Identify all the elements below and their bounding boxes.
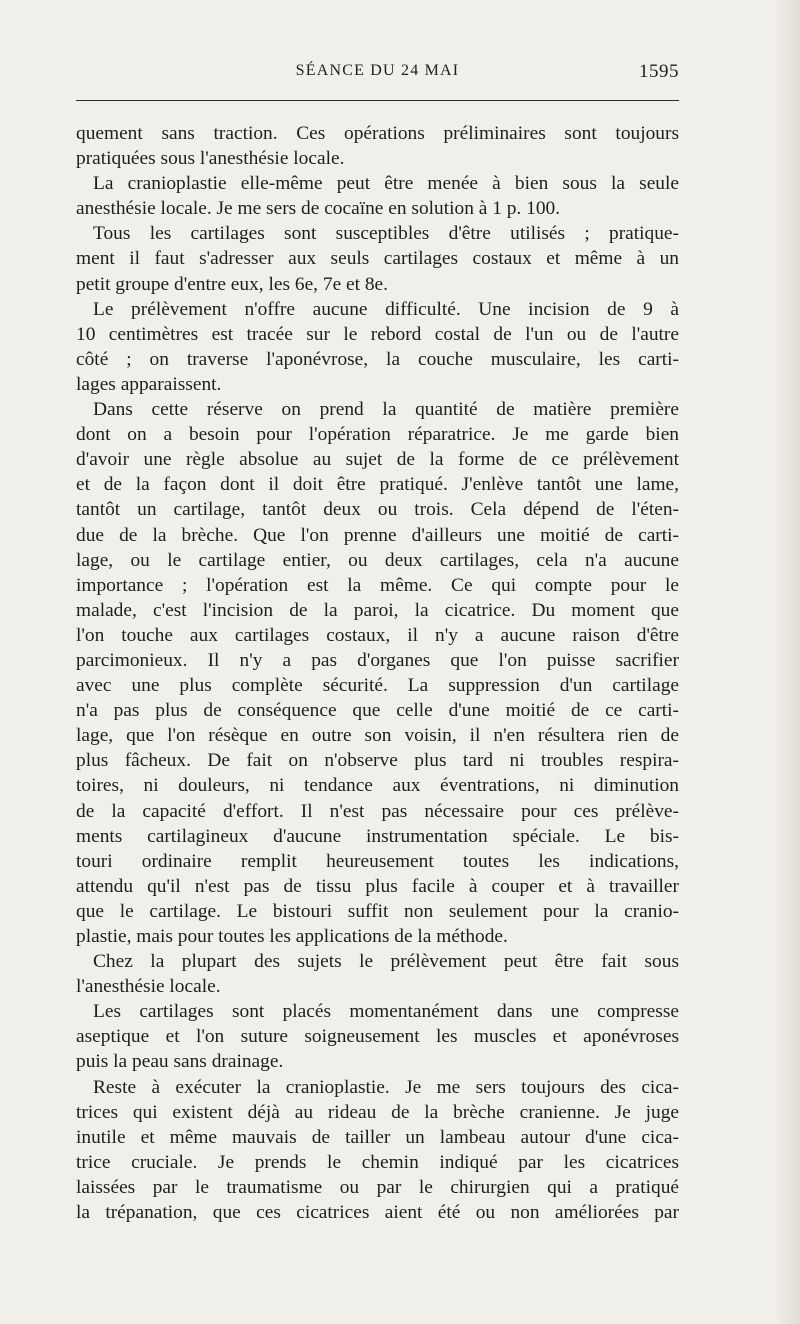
- text-line: anesthésie locale. Je me sers de cocaïne en solution à 1 p. 100.: [76, 198, 561, 220]
- text-line: ments cartilagineux d'aucune instrumentation spéciale. Le bis-: [76, 825, 679, 847]
- text-line: due de la brèche. Que l'on prenne d'ailleurs une moitié de carti-: [76, 524, 679, 546]
- text-line: tantôt un cartilage, tantôt deux ou trois. Cela dépend de l'éten-: [76, 499, 679, 521]
- text-line: plastie, mais pour toutes les applications de la méthode.: [76, 926, 508, 947]
- body-text: [76, 121, 679, 1225]
- text-line: n'a pas plus de conséquence que celle d'une moitié de ce carti-: [76, 700, 679, 722]
- page-edge-shadow: [774, 0, 800, 1324]
- text-line: lage, ou le cartilage entier, ou deux cartilages, cela n'a aucune: [76, 549, 679, 571]
- text-line: l'anesthésie locale.: [76, 976, 221, 998]
- running-head: SÉANCE DU 24 MAI: [295, 62, 460, 79]
- header-rule: [76, 100, 679, 101]
- text-line: lage, que l'on résèque en outre son voisin, il n'en résultera rien de: [76, 725, 679, 747]
- text-line: La cranioplastie elle-même peut être menée à bien sous la seule: [93, 173, 679, 195]
- text-line: petit groupe d'entre eux, les 6e, 7e et 8e.: [76, 273, 389, 295]
- text-line: trices qui existent déjà au rideau de la brèche cranienne. Je juge: [76, 1101, 679, 1123]
- text-line: l'on touche aux cartilages costaux, il n'y a aucune raison d'être: [76, 624, 679, 646]
- text-line: plus fâcheux. De fait on n'observe plus tard ni troubles respira-: [76, 750, 679, 772]
- text-line: Le prélèvement n'offre aucune difficulté. Une incision de 9 à: [93, 298, 679, 320]
- text-line: dont on a besoin pour l'opération réparatrice. Je me garde bien: [76, 424, 679, 446]
- text-line: Les cartilages sont placés momentanément dans une compresse: [93, 1001, 679, 1023]
- page-header: [76, 62, 679, 88]
- text-line: 10 centimètres est tracée sur le rebord costal de l'un ou de l'autre: [76, 323, 679, 345]
- text-line: aseptique et l'on suture soigneusement les muscles et aponévroses: [76, 1026, 679, 1048]
- text-line: puis la peau sans drainage.: [76, 1051, 284, 1073]
- text-line: trice cruciale. Je prends le chemin indiqué par les cicatrices: [76, 1151, 679, 1173]
- text-line: importance ; l'opération est la même. Ce qui compte pour le: [76, 574, 679, 596]
- text-line: Dans cette réserve on prend la quantité de matière première: [93, 399, 679, 421]
- page-number: 1595: [639, 61, 679, 82]
- text-line: d'avoir une règle absolue au sujet de la forme de ce prélèvement: [76, 449, 679, 471]
- text-line: Reste à exécuter la cranioplastie. Je me sers toujours des cica-: [93, 1076, 679, 1098]
- text-line: inutile et même mauvais de tailler un lambeau autour d'une cica-: [76, 1126, 679, 1148]
- text-line: et de la façon dont il doit être pratiqué. J'enlève tantôt une lame,: [76, 474, 679, 496]
- text-line: pratiquées sous l'anesthésie locale.: [76, 148, 345, 170]
- text-line: ment il faut s'adresser aux seuls cartilages costaux et même à un: [76, 248, 679, 270]
- text-line: toires, ni douleurs, ni tendance aux éventrations, ni diminution: [76, 775, 679, 797]
- text-line: Chez la plupart des sujets le prélèvement peut être fait sous: [93, 951, 679, 973]
- text-line: que le cartilage. Le bistouri suffit non seulement pour la cranio-: [76, 900, 679, 922]
- text-line: de la capacité d'effort. Il n'est pas nécessaire pour ces prélève-: [76, 800, 679, 822]
- text-line: touri ordinaire remplit heureusement toutes les indications,: [76, 850, 679, 872]
- text-line: côté ; on traverse l'aponévrose, la couche musculaire, les carti-: [76, 348, 679, 370]
- text-line: Tous les cartilages sont susceptibles d'être utilisés ; pratique-: [93, 223, 679, 245]
- text-line: quement sans traction. Ces opérations préliminaires sont toujours: [76, 123, 679, 144]
- text-line: la trépanation, que ces cicatrices aient été ou non améliorées par: [76, 1202, 679, 1224]
- text-line: attendu qu'il n'est pas de tissu plus facile à couper et à travailler: [76, 875, 679, 897]
- text-line: laissées par le traumatisme ou par le chirurgien qui a pratiqué: [76, 1176, 679, 1198]
- text-line: malade, c'est l'incision de la paroi, la cicatrice. Du moment que: [76, 599, 679, 621]
- text-line: avec une plus complète sécurité. La suppression d'un cartilage: [76, 675, 679, 697]
- text-line: parcimonieux. Il n'y a pas d'organes que l'on puisse sacrifier: [76, 649, 679, 671]
- text-line: lages apparaissent.: [76, 373, 222, 395]
